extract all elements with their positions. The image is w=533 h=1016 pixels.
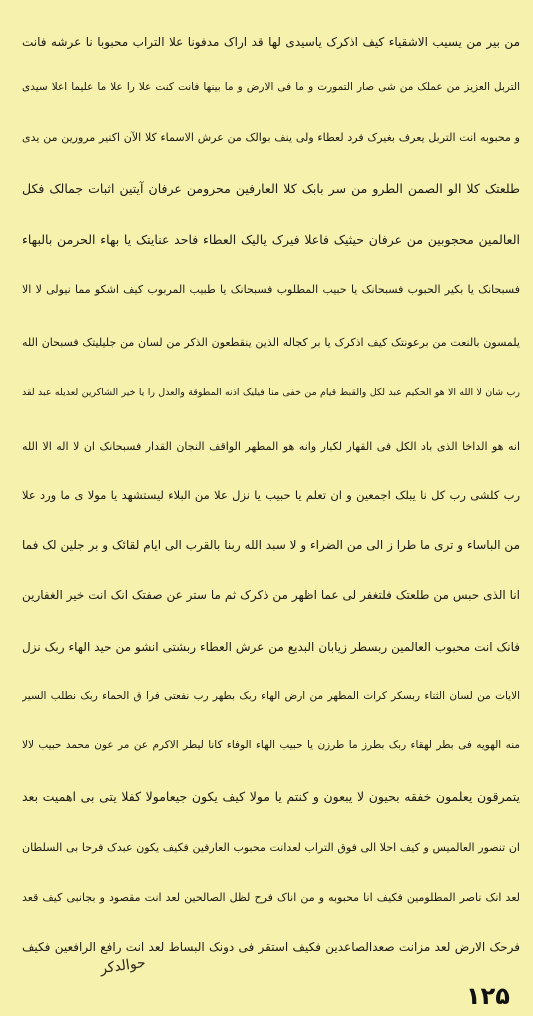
page-number: ۱۲۵ (466, 982, 510, 1010)
text-line: انه هو الداخا الذی باد الکل فی القهار لکبار وانه هو المطهر الواقف النجان القدار فسبحانک ان لا اله الا الله (22, 440, 520, 453)
manuscript-text-block (22, 22, 520, 967)
text-line: فرحک الارض لعد مزانت صعدالصاعدین فکیف استقر فی دونک البساط لعد انت رافع الرافعین فکیف (22, 940, 520, 954)
text-line: یلمسون بالنعت من برعونتک کیف اذکرک یا بر کجاله الذین ینقطعون الذکر من لسان من جلیلیتک فسبحان الله (22, 336, 520, 349)
text-line: رب کلشی رب کل نا یبلک اجمعین و ان تعلم یا حبیب یا نزل علا من البلاء لیستشهد یا مولا ی ما ورد علا (22, 488, 520, 502)
text-line: من بیر من یسیب الاشقیاء کیف اذکرک یاسیدی لها قد اراک مدفونا علا التراب محبوبا نا عرشه فانت (22, 35, 520, 49)
text-line: العالمین محجوبین من عرفان حیثیک فاعلا فیرک یالیک العطاء فاحد عنایتک یا بهاء الحرمن بالبهاء (22, 232, 520, 247)
text-line: التربل العزیز من عملک من شی صار التمورت و ما فی الارض و ما بینها فانت کنت علا را علا ما علیما اعلا سیدی (22, 81, 520, 93)
text-line: و محبوبه انت التربل یعرف بغیرک فرد لعطاء ولی ینف بوالک من عرش الاسماء کلا الآن اکنیر مرورین من یدی (22, 131, 520, 144)
text-line: الایات من لسان الثناء ربسکر کرات المطهر من ارض الهاء ربک بطهر رب نفعتی فرا ق الحماء ربک نطلب السیر (22, 690, 520, 702)
text-line: یتمرقون یعلمون خفقه بحیون لا یبعون و کنتم یا مولا کیف یکون جیعامولا کفلا یتی بی اهمیت بعد (22, 789, 520, 804)
text-line: منه الهویه فی بطر لهقاء ربک بطرز ما طرزن یا حبیب الهاء الوفاء کانا لیطر الاکرم عن مر عون محمد حبیب لالا (22, 739, 520, 751)
text-line: فانک انت محبوب العالمین ربسطر زیابان البدیع من عرش العطاء ربشتی انشو من حید الهاء ربک نزل (22, 640, 520, 654)
text-line: طلعتک کلا الو الصمن الطرو من سر بابک کلا العارفین محرومن عرفان آیتین اثبات جمالک فکل (22, 181, 520, 196)
margin-note: حوالدکر (99, 954, 147, 978)
text-line: رب شان لا الله الا هو الحکیم عبد لکل والقبط قیام من خفی منا فیلیک اذنه المطوقة والعدل را یا خیر الشاکرین لعدیله عبد لقد (22, 387, 520, 398)
text-line: لعد انک ناصر المطلومین فکیف انا محبوبه و من اناک فرح لظل الصالحین لعد انت مقصود و بجانبی کیف قعد (22, 891, 520, 904)
text-line: فسبحانک یا بکیر الحبوب فسبحانک یا حبیب المطلوب فسبحانک یا طبیب المربوب کیف اشکو مما نیولی لا الا (22, 283, 520, 296)
text-line: من الباساء و تری ما طرا ز الی من الضراء و لا سبد الله ربنا بالقرب الی ایام لقائک و بر جلین لک فما (22, 538, 520, 552)
text-line: انا الذی حبس من طلعتک فلتغفر لی عما اظهر من ذکرک ثم ما ستر عن صفتک انک انت خیر الغفارین (22, 588, 520, 602)
text-line: ان تنصور العالمیس و کیف احلا الی فوق التراب لعدانت محبوب العارفین فکیف یکون عبدک فرحا بی السلطان (22, 841, 520, 854)
